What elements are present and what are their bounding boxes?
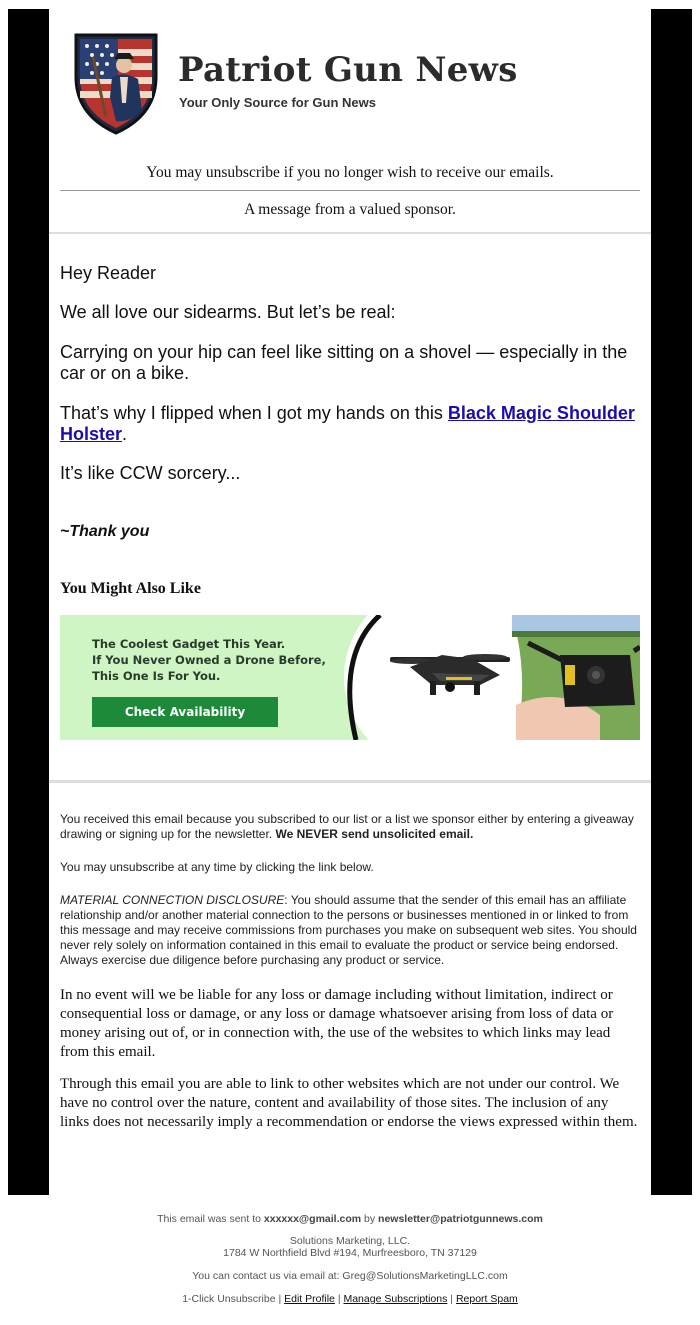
unsubscribe-notice[interactable]: You may unsubscribe if you no longer wish to receive our emails. [146,164,554,181]
company-address: 1784 W Northfield Blvd #194, Murfreesboro, TN 37129 [223,1247,477,1259]
ad-line: The Coolest Gadget This Year. [92,637,286,651]
body-paragraph [60,403,640,445]
disclosure-text: : You should assume that the sender of this email has an affiliate relationship and/or another material connection to the persons or businesses mentioned in or linked to from this message and may receive commissions from purchases you make on subsequent web sites. You should never rely solely on information contained in this email to evaluate the product or service being endorsed. Always exercise due diligence before purchasing any product or service. [60,893,637,967]
no-spam-statement: We NEVER send unsolicited email. [275,827,474,841]
body-text: That’s why I flipped when I got my hands on this [60,403,448,423]
ad-headline [92,636,352,684]
edit-profile-link[interactable]: Edit Profile [284,1293,335,1305]
footer-links [0,1293,700,1306]
report-spam-link[interactable]: Report Spam [455,1293,518,1305]
separator: | [447,1293,456,1305]
divider [60,190,640,191]
subscription-notice [60,812,642,842]
body-paragraph: We all love our sidearms. But let’s be real: [60,302,396,322]
separator: | [275,1293,285,1305]
check-availability-button[interactable]: Check Availability [92,697,278,727]
footer-text: by [361,1213,379,1225]
legal-text: You received this email because you subscribed to our list or a list we sponsor either by entering a giveaway drawing or signing up for the newsletter. [60,812,634,841]
signoff: ~Thank you [60,523,150,540]
disclosure-label: MATERIAL CONNECTION DISCLOSURE [60,893,285,907]
sender-email: newsletter@patriotgunnews.com [378,1213,543,1225]
external-links-disclaimer: Through this email you are able to link to other websites which are not under our control. We have no control over the nature, content and availability of those sites. The inclusion of any links does not necessarily imply a recommendation or endorse the views expressed within them. [60,1076,638,1130]
body-text: . [122,424,128,444]
divider [49,232,651,234]
material-disclosure [60,893,642,968]
drone-ad-banner[interactable] [60,615,640,740]
sponsor-notice: A message from a valued sponsor. [244,201,456,218]
separator: | [334,1293,344,1305]
patriot-shield-logo [70,27,162,137]
holster-link[interactable]: Black Magic Shoulder Holster [60,403,635,444]
ad-line: If You Never Owned a Drone Before, [92,653,326,667]
body-paragraph: Carrying on your hip can feel like sitting on a shovel — especially in the car or on a bike. [60,342,628,383]
recommendations-heading: You Might Also Like [60,580,201,597]
body-paragraph: It’s like CCW sorcery... [60,463,241,483]
brand-tagline: Your Only Source for Gun News [179,95,376,110]
sent-to-line [0,1213,700,1226]
greeting: Hey Reader [60,263,157,283]
footer-text: This email was sent to [157,1213,264,1225]
contact-line: You can contact us via email at: Greg@SolutionsMarketingLLC.com [192,1270,508,1282]
ad-line: This One Is For You. [92,669,221,683]
recipient-email: xxxxxx@gmail.com [263,1213,362,1225]
unsubscribe-info: You may unsubscribe at any time by clicking the link below. [60,860,374,874]
one-click-unsubscribe[interactable]: 1-Click Unsubscribe [182,1293,276,1305]
brand-title: Patriot Gun News [178,50,518,90]
liability-disclaimer: In no event will we be liable for any loss or damage including without limitation, indirect or consequential loss or damage, or any loss or damage whatsoever arising from loss of data or money arising out of, or in connection with, the use of the websites to which links may lead from this email. [60,987,614,1060]
manage-subscriptions-link[interactable]: Manage Subscriptions [343,1293,448,1305]
divider [49,780,651,783]
company-name: Solutions Marketing, LLC. [289,1235,411,1247]
